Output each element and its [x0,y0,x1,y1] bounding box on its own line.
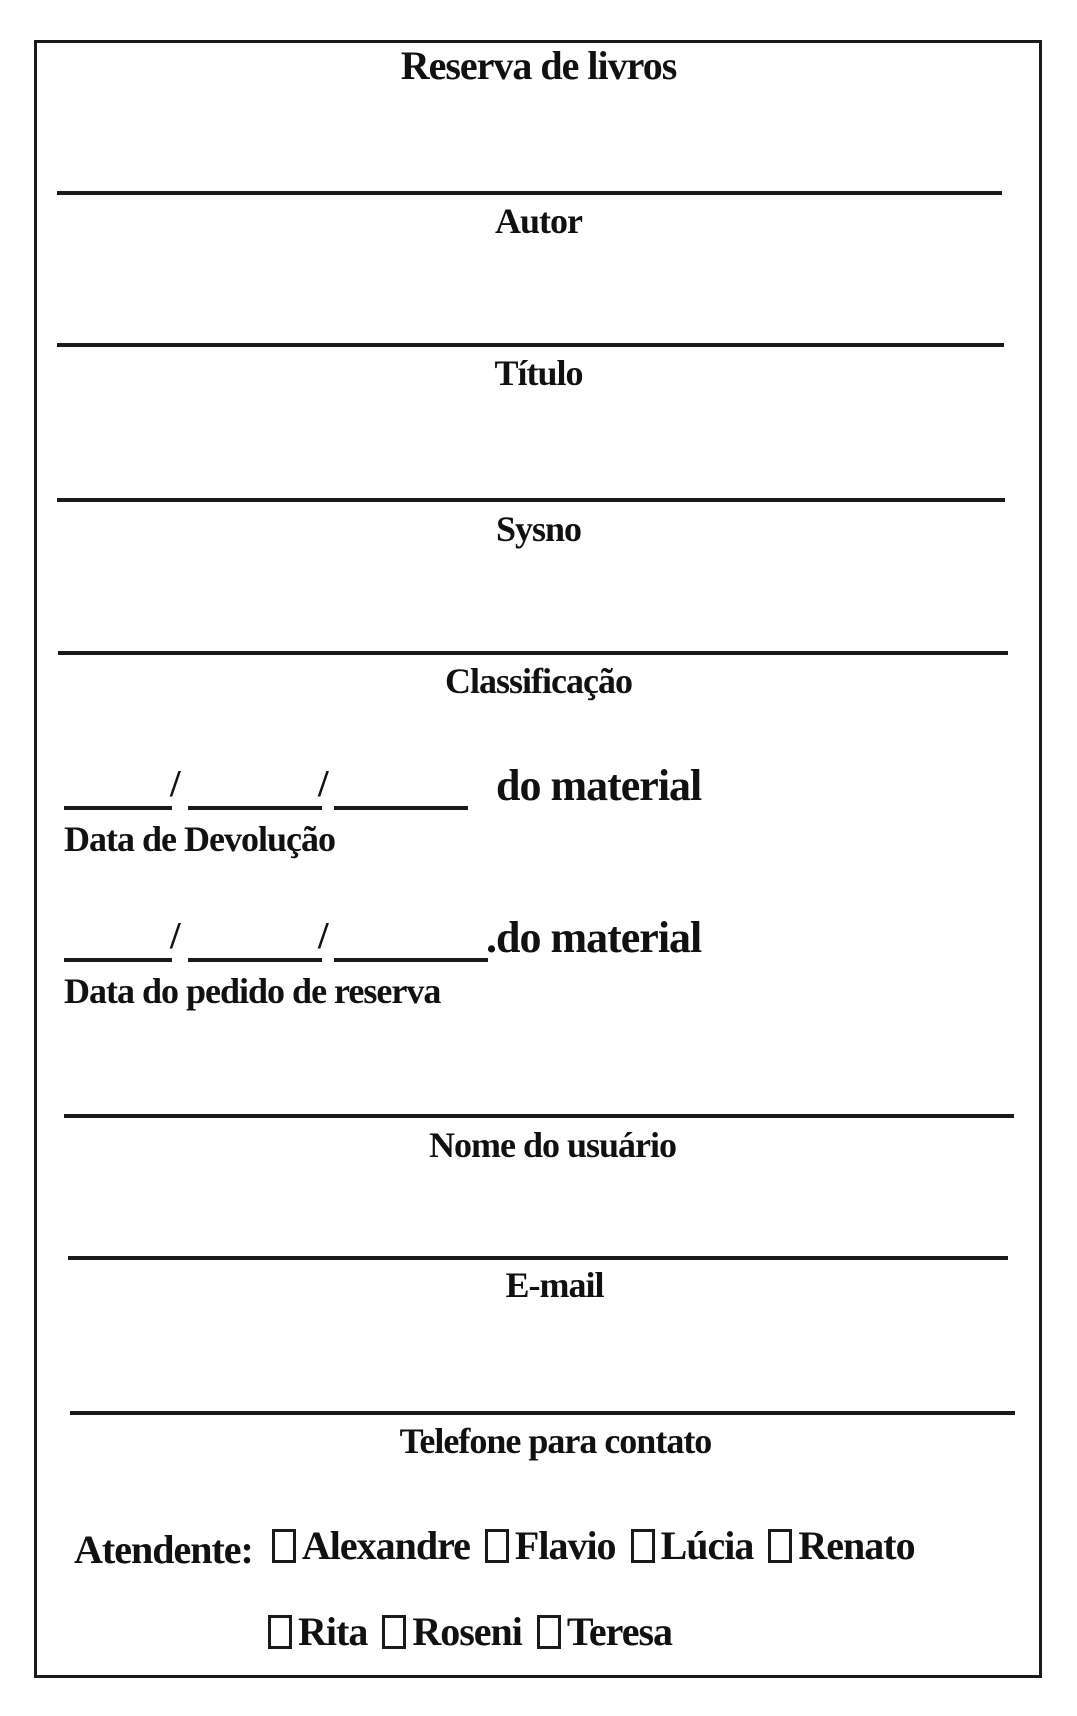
request-date-slash-1: / [170,915,181,957]
attendant-option-lucia[interactable] [631,1522,754,1569]
return-date-input[interactable] [64,760,744,820]
email-label: E-mail [505,1265,604,1305]
attendant-name: Lúcia [660,1523,754,1568]
telefone-label: Telefone para contato [399,1421,712,1461]
request-month-blank[interactable] [188,958,322,962]
attendant-name: Rita [298,1609,368,1654]
attendant-name: Teresa [566,1609,673,1654]
attendant-row-2 [268,1608,678,1659]
titulo-input-line[interactable] [57,343,1004,347]
attendant-option-rita[interactable] [268,1608,367,1655]
request-day-blank[interactable] [64,958,172,962]
classificacao-label: Classificação [445,661,632,701]
sysno-label: Sysno [495,509,582,549]
checkbox-icon[interactable] [768,1529,792,1563]
return-date-caption: Data de Devolução [64,819,335,859]
nome-usuario-input-line[interactable] [64,1114,1014,1118]
attendant-option-renato[interactable] [768,1522,914,1569]
attendant-name: Flavio [514,1523,616,1568]
checkbox-icon[interactable] [268,1615,292,1649]
attendant-name: Alexandre [301,1523,470,1568]
attendant-row-1 [74,1522,1034,1573]
attendant-option-roseni[interactable] [382,1608,522,1655]
return-date-suffix: do material [496,761,702,810]
attendant-name: Roseni [412,1609,522,1654]
titulo-label: Título [494,353,583,393]
form-title: Reserva de livros [400,43,677,88]
autor-label: Autor [495,201,582,241]
return-date-slash-1: / [170,763,181,805]
request-date-caption: Data do pedido de reserva [64,971,441,1011]
checkbox-icon[interactable] [272,1529,296,1563]
checkbox-icon[interactable] [631,1529,655,1563]
attendant-option-flavio[interactable] [485,1522,616,1569]
checkbox-icon[interactable] [537,1615,561,1649]
checkbox-icon[interactable] [382,1615,406,1649]
request-date-suffix: .do material [486,913,702,962]
email-input-line[interactable] [68,1256,1008,1260]
attendant-name: Renato [798,1523,915,1568]
classificacao-input-line[interactable] [58,651,1008,655]
return-month-blank[interactable] [188,806,322,810]
checkbox-icon[interactable] [485,1529,509,1563]
return-year-blank[interactable] [334,806,468,810]
nome-usuario-label: Nome do usuário [428,1125,677,1165]
request-year-blank[interactable] [334,958,488,962]
sysno-input-line[interactable] [57,498,1005,502]
request-date-slash-2: / [318,915,329,957]
return-date-slash-2: / [318,763,329,805]
attendant-option-alexandre[interactable] [272,1522,470,1569]
attendant-option-teresa[interactable] [537,1608,672,1655]
request-date-input[interactable] [64,912,744,972]
return-day-blank[interactable] [64,806,172,810]
attendant-label: Atendente: [74,1526,253,1572]
telefone-input-line[interactable] [70,1411,1015,1415]
autor-input-line[interactable] [57,191,1002,195]
